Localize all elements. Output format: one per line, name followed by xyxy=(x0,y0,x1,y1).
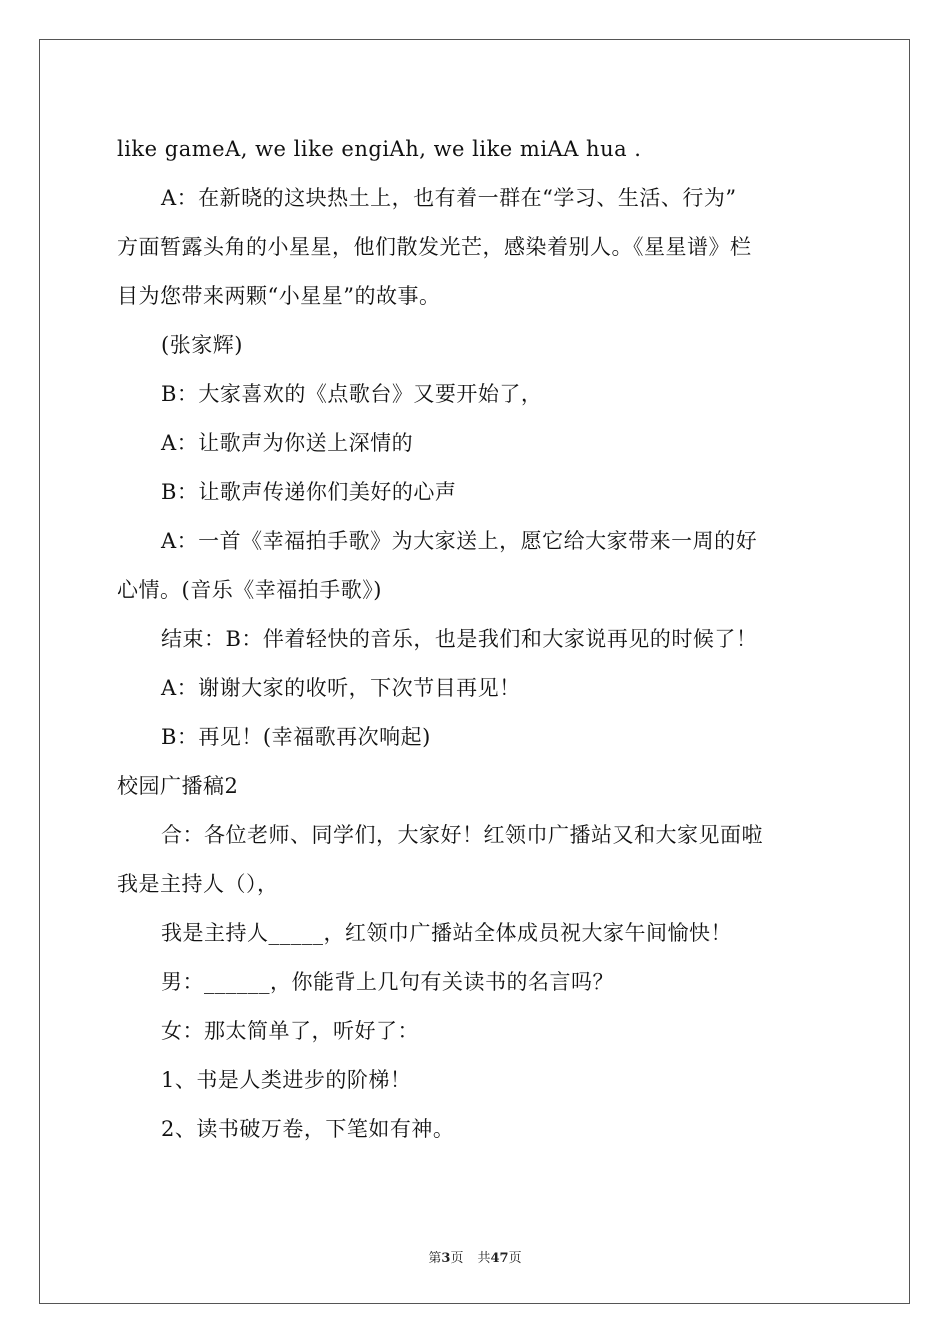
text-line-16: 我是主持人（）， xyxy=(117,872,279,896)
text-line-15: 合：各位老师、同学们，大家好！红领巾广播站又和大家见面啦 xyxy=(161,823,763,847)
text-line-10: 心情。(音乐《幸福拍手歌》) xyxy=(117,578,382,602)
total-suffix: 页 xyxy=(508,1251,522,1266)
document-body xyxy=(117,125,837,1154)
text-line-19: 女：那太简单了，听好了： xyxy=(161,1019,419,1043)
text-line-17: 我是主持人_____，红领巾广播站全体成员祝大家午间愉快！ xyxy=(161,921,732,945)
text-line-11: 结束：B：伴着轻快的音乐，也是我们和大家说再见的时候了！ xyxy=(161,627,758,651)
total-pages: 47 xyxy=(490,1251,509,1266)
section-heading: 校园广播稿2 xyxy=(117,774,239,798)
text-line-7: A：让歌声为你送上深情的 xyxy=(161,431,414,455)
text-line-8: B：让歌声传递你们美好的心声 xyxy=(161,480,457,504)
text-line-5: (张家辉) xyxy=(161,333,243,357)
text-line-21: 2、读书破万卷，下笔如有神。 xyxy=(161,1117,455,1141)
text-line-20: 1、书是人类进步的阶梯！ xyxy=(161,1068,412,1092)
total-prefix: 共 xyxy=(477,1251,491,1266)
text-line-4: 目为您带来两颗“小星星”的故事。 xyxy=(117,284,441,308)
text-line-18: 男：______，你能背上几句有关读书的名言吗？ xyxy=(161,970,614,994)
page-suffix: 页 xyxy=(450,1251,464,1266)
text-line-3: 方面暂露头角的小星星，他们散发光芒，感染着别人。《星星谱》栏 xyxy=(117,235,752,259)
page-footer xyxy=(0,1247,950,1266)
page-number: 3 xyxy=(441,1251,451,1266)
text-line-2: A：在新晓的这块热土上，也有着一群在“学习、生活、行为” xyxy=(161,186,737,210)
text-line-12: A：谢谢大家的收听，下次节目再见！ xyxy=(161,676,521,700)
page-prefix: 第 xyxy=(428,1251,442,1266)
text-line-9: A：一首《幸福拍手歌》为大家送上，愿它给大家带来一周的好 xyxy=(161,529,758,553)
text-line-13: B：再见！(幸福歌再次响起) xyxy=(161,725,431,749)
text-line-6: B：大家喜欢的《点歌台》又要开始了， xyxy=(161,382,543,406)
text-line-1: like gameA, we like engiAh, we like miAA hua . xyxy=(117,137,642,161)
